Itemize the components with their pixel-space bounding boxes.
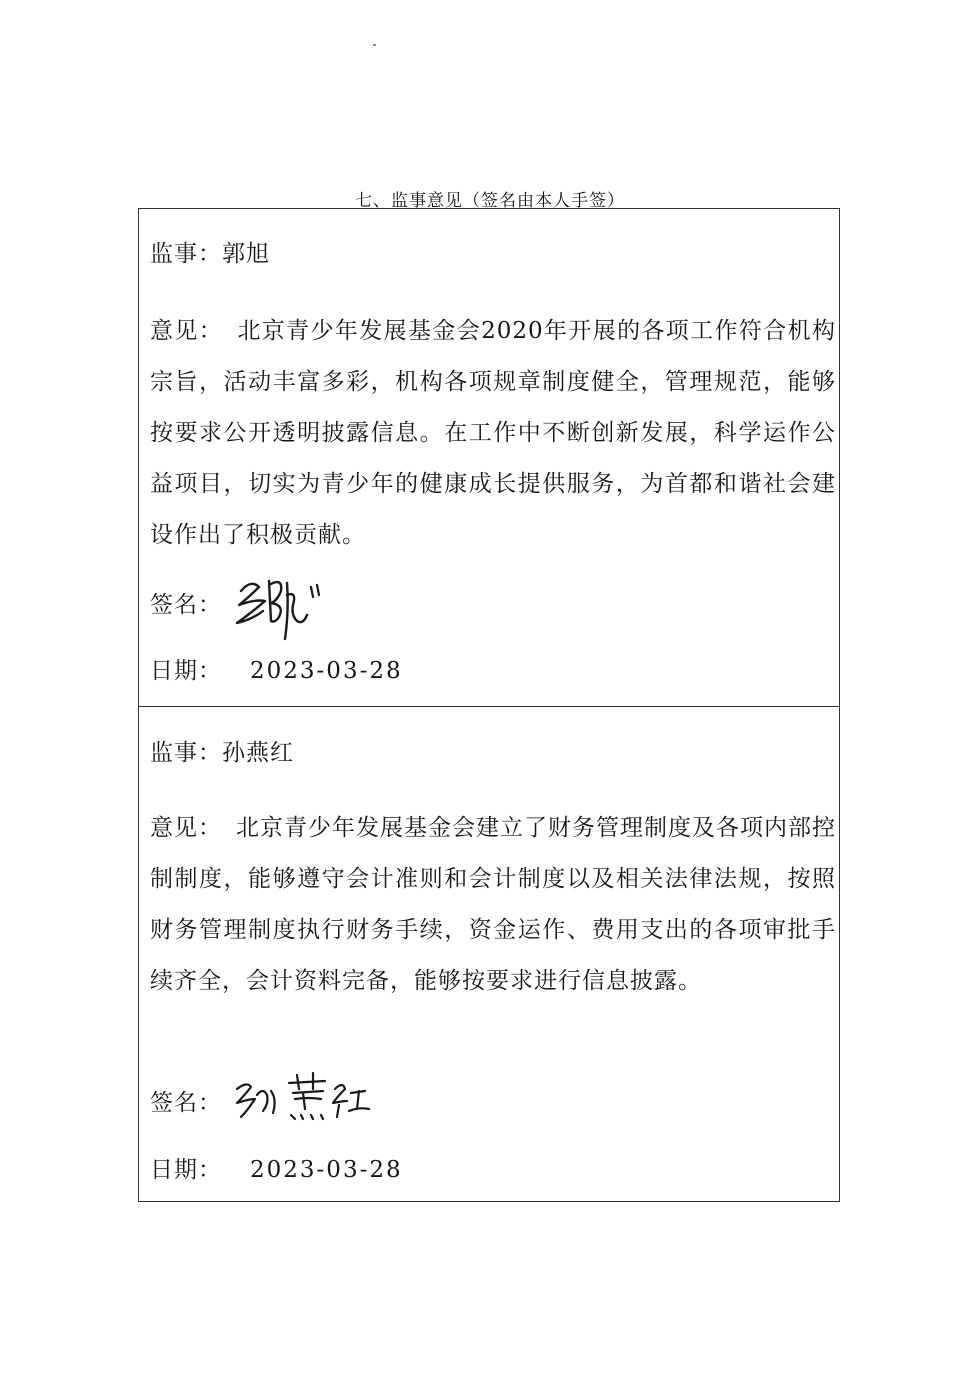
section-title: 七、监事意见（签名由本人手签） (355, 191, 625, 211)
opinion-label: 意见： (150, 815, 222, 841)
date-label: 日期： (150, 1157, 222, 1183)
date-row (150, 1151, 403, 1184)
supervisor-label: 监事： (150, 740, 222, 766)
opinion-paragraph (150, 803, 836, 1007)
supervisor-row (150, 734, 294, 767)
supervisor-row (150, 235, 270, 268)
supervisor-label: 监事： (150, 241, 222, 267)
signature-row (150, 586, 222, 619)
opinion-text: 北京青少年发展基金会2020年开展的各项工作符合机构宗旨，活动丰富多彩，机构各项规章制度健全，管理规范，能够按要求公开透明披露信息。在工作中不断创新发展，科学运作公益项目，切实为青少年的健康成长提供服务，为首都和谐社会建设作出了积极贡献。 (150, 318, 836, 548)
supervisor-name: 郭旭 (222, 241, 270, 267)
opinion-text: 北京青少年发展基金会建立了财务管理制度及各项内部控制制度，能够遵守会计准则和会计制度以及相关法律法规，按照财务管理制度执行财务手续，资金运作、费用支出的各项审批手续齐全，会计资料完备，能够按要求进行信息披露。 (150, 815, 836, 994)
opinion-paragraph (150, 306, 836, 561)
handwritten-signature (233, 1069, 383, 1131)
row-divider (139, 706, 839, 707)
date-label: 日期： (150, 658, 222, 684)
date-value: 2023-03-28 (250, 658, 403, 684)
scan-speck (373, 44, 376, 46)
supervisor-opinion-table (138, 208, 840, 1202)
signature-label: 签名： (150, 1090, 222, 1116)
date-value: 2023-03-28 (250, 1157, 403, 1183)
handwritten-signature (231, 561, 331, 651)
opinion-label: 意见： (150, 318, 224, 344)
signature-row (150, 1084, 222, 1117)
date-row (150, 652, 403, 685)
supervisor-name: 孙燕红 (222, 740, 294, 766)
signature-label: 签名： (150, 592, 222, 618)
